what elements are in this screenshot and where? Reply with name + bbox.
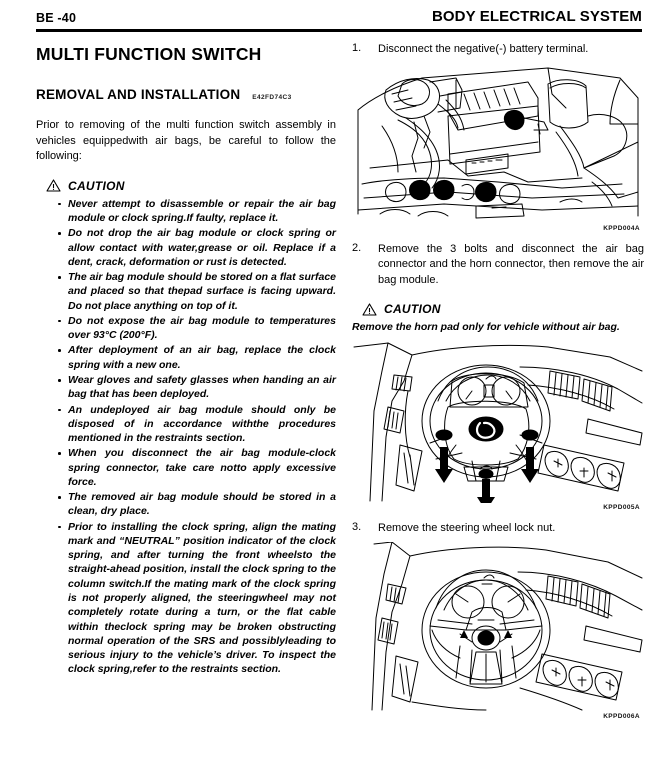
list-item: Prior to installing the clock spring, align the mating mark and “NEUTRAL” position indicator of the clock spring, and after turning the front wheelsto the straight-ahead position, install the clock spring to the column switch.If the mating mark of the clock spring is not properly aligned, the steeringwheel may not completely rotate during a turn, or the flat cable within theclock spring may be broken obstructing normal operation of the SRS and possiblyleading to serious injury to the vehicle’s driver. To inspect the clock spring,refer to the restraints section. [58, 520, 336, 677]
caution-header-left [46, 179, 336, 193]
caution-header-right [362, 302, 644, 316]
procedure-step-1 [352, 42, 644, 58]
list-item: An undeployed air bag module should only be disposed of in accordance withthe procedures mentioned in the restraints section. [58, 403, 336, 446]
steering-wheel-airbag-illustration [352, 341, 644, 503]
left-column [36, 32, 336, 720]
step-number: 3. [352, 520, 362, 533]
figure-caption: KPPD005A [603, 503, 640, 511]
engine-bay-illustration [352, 64, 644, 224]
document-code: E42FD74C3 [252, 94, 292, 101]
warning-triangle-icon [46, 179, 61, 192]
intro-paragraph: Prior to removing of the multi function switch assembly in vehicles equippedwith air bags, be careful to follow the following: [36, 119, 336, 163]
warning-triangle-icon [362, 303, 377, 316]
list-item: When you disconnect the air bag module-clock spring connector, take care notto apply excessive force. [58, 446, 336, 489]
page-title: MULTI FUNCTION SWITCH [36, 44, 262, 64]
list-item: Do not expose the air bag module to temperatures over 93°C (200°F). [58, 314, 336, 343]
page-header [0, 0, 656, 27]
step-text: Disconnect the negative(-) battery terminal. [378, 43, 589, 55]
steering-wheel-locknut-illustration [352, 542, 644, 712]
list-item: The air bag module should be stored on a flat surface and placed so that thepad surface is facing upward. Do not place anything on top of it. [58, 270, 336, 313]
caution-label-left: CAUTION [68, 178, 125, 193]
step-number: 1. [352, 42, 362, 54]
figure-caption: KPPD006A [603, 713, 640, 721]
content-columns [0, 32, 656, 720]
subsection-title [36, 87, 336, 102]
list-item: Wear gloves and safety glasses when handing an air bag that has been deployed. [58, 373, 336, 402]
step-text: Remove the steering wheel lock nut. [378, 521, 556, 534]
figure-engine-bay [352, 64, 644, 232]
procedure-step-3 [352, 521, 644, 537]
figure-caption: KPPD004A [603, 224, 640, 232]
section-title: BODY ELECTRICAL SYSTEM [431, 8, 642, 25]
figure-steering-wheel-bolts [352, 341, 644, 511]
step-text: Remove the 3 bolts and disconnect the air bag connector and the horn connector, then remove the air bag module. [378, 242, 644, 286]
right-column [352, 32, 644, 720]
list-item: After deployment of an air bag, replace the clock spring with a new one. [58, 343, 336, 372]
list-item: The removed air bag module should be stored in a clean, dry place. [58, 490, 336, 519]
caution-label-right: CAUTION [384, 302, 441, 317]
list-item: Do not drop the air bag module or clock spring or allow contact with water,grease or oil. Replace if a dent, crack, deformation or rust is detected. [58, 226, 336, 269]
caution-list [36, 197, 336, 677]
subsection-label: REMOVAL AND INSTALLATION [36, 87, 241, 102]
list-item: Never attempt to disassemble or repair the air bag module or clock spring.If faulty, replace it. [58, 197, 336, 226]
page-number: BE -40 [36, 11, 77, 25]
figure-steering-wheel-lock-nut [352, 542, 644, 720]
procedure-step-2 [352, 242, 644, 289]
step-number: 2. [352, 241, 362, 254]
caution-text-right: Remove the horn pad only for vehicle without air bag. [352, 321, 620, 334]
